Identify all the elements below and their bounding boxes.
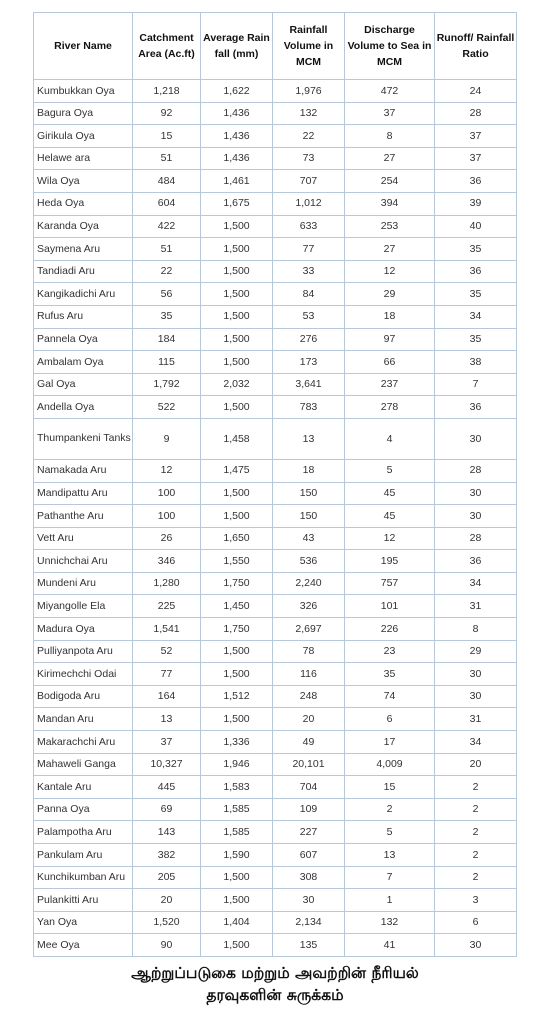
cell-river-name: Bagura Oya xyxy=(34,102,133,125)
cell-river-name: Mandipattu Aru xyxy=(34,482,133,505)
cell-river-name: Madura Oya xyxy=(34,618,133,641)
cell-catchment-area: 1,792 xyxy=(133,373,201,396)
cell-rainfall-volume: 248 xyxy=(273,685,345,708)
cell-river-name: Panna Oya xyxy=(34,798,133,821)
cell-discharge-volume: 27 xyxy=(345,147,435,170)
cell-discharge-volume: 12 xyxy=(345,260,435,283)
cell-river-name: Kantale Aru xyxy=(34,776,133,799)
cell-runoff-ratio: 2 xyxy=(435,844,517,867)
cell-river-name: Palampotha Aru xyxy=(34,821,133,844)
cell-runoff-ratio: 36 xyxy=(435,170,517,193)
cell-river-name: Helawe ara xyxy=(34,147,133,170)
cell-discharge-volume: 45 xyxy=(345,505,435,528)
cell-rainfall-volume: 53 xyxy=(273,305,345,328)
table-row xyxy=(34,328,517,351)
cell-river-name: Tandiadi Aru xyxy=(34,260,133,283)
cell-rainfall-volume: 2,697 xyxy=(273,618,345,641)
cell-catchment-area: 13 xyxy=(133,708,201,731)
cell-runoff-ratio: 37 xyxy=(435,125,517,148)
cell-catchment-area: 90 xyxy=(133,934,201,957)
cell-average-rainfall: 1,500 xyxy=(201,396,273,419)
cell-river-name: Bodigoda Aru xyxy=(34,685,133,708)
cell-runoff-ratio: 2 xyxy=(435,821,517,844)
cell-catchment-area: 1,520 xyxy=(133,911,201,934)
cell-discharge-volume: 757 xyxy=(345,572,435,595)
cell-average-rainfall: 1,675 xyxy=(201,192,273,215)
cell-river-name: Kumbukkan Oya xyxy=(34,80,133,103)
cell-discharge-volume: 132 xyxy=(345,911,435,934)
caption-line-2: தரவுகளின் சுருக்கம் xyxy=(206,986,344,1005)
cell-discharge-volume: 27 xyxy=(345,238,435,261)
cell-catchment-area: 100 xyxy=(133,505,201,528)
cell-catchment-area: 51 xyxy=(133,238,201,261)
cell-rainfall-volume: 22 xyxy=(273,125,345,148)
header-runoff-ratio: Runoff/ Rainfall Ratio xyxy=(435,13,517,80)
cell-rainfall-volume: 326 xyxy=(273,595,345,618)
cell-rainfall-volume: 2,134 xyxy=(273,911,345,934)
cell-rainfall-volume: 84 xyxy=(273,283,345,306)
cell-catchment-area: 115 xyxy=(133,351,201,374)
cell-rainfall-volume: 150 xyxy=(273,505,345,528)
cell-rainfall-volume: 3,641 xyxy=(273,373,345,396)
cell-average-rainfall: 1,512 xyxy=(201,685,273,708)
table-row xyxy=(34,708,517,731)
cell-rainfall-volume: 77 xyxy=(273,238,345,261)
cell-average-rainfall: 1,500 xyxy=(201,238,273,261)
cell-discharge-volume: 253 xyxy=(345,215,435,238)
cell-discharge-volume: 45 xyxy=(345,482,435,505)
cell-rainfall-volume: 227 xyxy=(273,821,345,844)
cell-catchment-area: 445 xyxy=(133,776,201,799)
cell-average-rainfall: 1,500 xyxy=(201,663,273,686)
table-row xyxy=(34,396,517,419)
cell-runoff-ratio: 35 xyxy=(435,283,517,306)
cell-runoff-ratio: 28 xyxy=(435,527,517,550)
cell-average-rainfall: 1,583 xyxy=(201,776,273,799)
cell-average-rainfall: 1,500 xyxy=(201,328,273,351)
cell-rainfall-volume: 73 xyxy=(273,147,345,170)
cell-discharge-volume: 97 xyxy=(345,328,435,351)
table-row xyxy=(34,866,517,889)
cell-runoff-ratio: 20 xyxy=(435,753,517,776)
cell-rainfall-volume: 173 xyxy=(273,351,345,374)
cell-catchment-area: 1,541 xyxy=(133,618,201,641)
cell-average-rainfall: 1,500 xyxy=(201,260,273,283)
cell-rainfall-volume: 276 xyxy=(273,328,345,351)
cell-runoff-ratio: 7 xyxy=(435,373,517,396)
cell-river-name: Yan Oya xyxy=(34,911,133,934)
cell-rainfall-volume: 13 xyxy=(273,418,345,459)
cell-average-rainfall: 1,436 xyxy=(201,125,273,148)
cell-discharge-volume: 74 xyxy=(345,685,435,708)
cell-catchment-area: 382 xyxy=(133,844,201,867)
header-discharge-volume: Discharge Volume to Sea in MCM xyxy=(345,13,435,80)
cell-average-rainfall: 1,622 xyxy=(201,80,273,103)
cell-average-rainfall: 1,404 xyxy=(201,911,273,934)
cell-river-name: Unnichchai Aru xyxy=(34,550,133,573)
table-row xyxy=(34,527,517,550)
cell-catchment-area: 51 xyxy=(133,147,201,170)
cell-river-name: Pulankitti Aru xyxy=(34,889,133,912)
cell-river-name: Saymena Aru xyxy=(34,238,133,261)
cell-runoff-ratio: 40 xyxy=(435,215,517,238)
table-row xyxy=(34,753,517,776)
cell-discharge-volume: 23 xyxy=(345,640,435,663)
cell-river-name: Gal Oya xyxy=(34,373,133,396)
cell-catchment-area: 26 xyxy=(133,527,201,550)
cell-river-name: Pannela Oya xyxy=(34,328,133,351)
cell-average-rainfall: 1,590 xyxy=(201,844,273,867)
figure-caption xyxy=(0,962,550,1007)
table-row xyxy=(34,844,517,867)
cell-river-name: Karanda Oya xyxy=(34,215,133,238)
cell-catchment-area: 52 xyxy=(133,640,201,663)
cell-catchment-area: 92 xyxy=(133,102,201,125)
cell-discharge-volume: 8 xyxy=(345,125,435,148)
cell-discharge-volume: 35 xyxy=(345,663,435,686)
table-row xyxy=(34,640,517,663)
cell-catchment-area: 35 xyxy=(133,305,201,328)
cell-average-rainfall: 1,436 xyxy=(201,102,273,125)
table-row xyxy=(34,731,517,754)
cell-rainfall-volume: 43 xyxy=(273,527,345,550)
cell-runoff-ratio: 28 xyxy=(435,459,517,482)
table-row xyxy=(34,821,517,844)
cell-runoff-ratio: 31 xyxy=(435,595,517,618)
cell-runoff-ratio: 2 xyxy=(435,866,517,889)
cell-average-rainfall: 1,336 xyxy=(201,731,273,754)
cell-discharge-volume: 15 xyxy=(345,776,435,799)
table-row xyxy=(34,663,517,686)
cell-river-name: Rufus Aru xyxy=(34,305,133,328)
cell-catchment-area: 9 xyxy=(133,418,201,459)
cell-average-rainfall: 1,500 xyxy=(201,640,273,663)
cell-rainfall-volume: 2,240 xyxy=(273,572,345,595)
cell-rainfall-volume: 116 xyxy=(273,663,345,686)
cell-rainfall-volume: 704 xyxy=(273,776,345,799)
table-row xyxy=(34,215,517,238)
cell-river-name: Pathanthe Aru xyxy=(34,505,133,528)
cell-discharge-volume: 226 xyxy=(345,618,435,641)
cell-discharge-volume: 278 xyxy=(345,396,435,419)
table-row xyxy=(34,238,517,261)
cell-average-rainfall: 1,650 xyxy=(201,527,273,550)
table-row xyxy=(34,685,517,708)
cell-discharge-volume: 29 xyxy=(345,283,435,306)
cell-discharge-volume: 17 xyxy=(345,731,435,754)
table-row xyxy=(34,889,517,912)
table-row xyxy=(34,192,517,215)
cell-runoff-ratio: 2 xyxy=(435,798,517,821)
cell-river-name: Mahaweli Ganga xyxy=(34,753,133,776)
cell-runoff-ratio: 29 xyxy=(435,640,517,663)
cell-catchment-area: 143 xyxy=(133,821,201,844)
cell-catchment-area: 164 xyxy=(133,685,201,708)
cell-average-rainfall: 1,750 xyxy=(201,618,273,641)
cell-discharge-volume: 195 xyxy=(345,550,435,573)
cell-average-rainfall: 1,500 xyxy=(201,866,273,889)
cell-river-name: Heda Oya xyxy=(34,192,133,215)
table-row xyxy=(34,418,517,459)
cell-discharge-volume: 4 xyxy=(345,418,435,459)
cell-rainfall-volume: 135 xyxy=(273,934,345,957)
table-row xyxy=(34,351,517,374)
cell-rainfall-volume: 536 xyxy=(273,550,345,573)
cell-catchment-area: 184 xyxy=(133,328,201,351)
cell-catchment-area: 12 xyxy=(133,459,201,482)
table-row xyxy=(34,283,517,306)
cell-river-name: Miyangolle Ela xyxy=(34,595,133,618)
cell-rainfall-volume: 633 xyxy=(273,215,345,238)
cell-runoff-ratio: 38 xyxy=(435,351,517,374)
cell-catchment-area: 22 xyxy=(133,260,201,283)
cell-average-rainfall: 1,550 xyxy=(201,550,273,573)
cell-river-name: Vett Aru xyxy=(34,527,133,550)
cell-rainfall-volume: 20,101 xyxy=(273,753,345,776)
cell-discharge-volume: 37 xyxy=(345,102,435,125)
cell-rainfall-volume: 1,012 xyxy=(273,192,345,215)
cell-rainfall-volume: 49 xyxy=(273,731,345,754)
cell-catchment-area: 346 xyxy=(133,550,201,573)
cell-rainfall-volume: 1,976 xyxy=(273,80,345,103)
cell-discharge-volume: 2 xyxy=(345,798,435,821)
table-header-row xyxy=(34,13,517,80)
cell-runoff-ratio: 30 xyxy=(435,505,517,528)
cell-catchment-area: 225 xyxy=(133,595,201,618)
cell-river-name: Mee Oya xyxy=(34,934,133,957)
cell-average-rainfall: 1,750 xyxy=(201,572,273,595)
cell-runoff-ratio: 36 xyxy=(435,260,517,283)
cell-catchment-area: 37 xyxy=(133,731,201,754)
cell-runoff-ratio: 36 xyxy=(435,550,517,573)
cell-average-rainfall: 1,500 xyxy=(201,351,273,374)
table-row xyxy=(34,102,517,125)
cell-average-rainfall: 1,585 xyxy=(201,821,273,844)
cell-rainfall-volume: 109 xyxy=(273,798,345,821)
cell-discharge-volume: 41 xyxy=(345,934,435,957)
header-river-name: River Name xyxy=(34,13,133,80)
cell-river-name: Namakada Aru xyxy=(34,459,133,482)
cell-average-rainfall: 1,500 xyxy=(201,283,273,306)
cell-catchment-area: 1,280 xyxy=(133,572,201,595)
cell-runoff-ratio: 39 xyxy=(435,192,517,215)
cell-river-name: Pankulam Aru xyxy=(34,844,133,867)
cell-runoff-ratio: 3 xyxy=(435,889,517,912)
cell-catchment-area: 522 xyxy=(133,396,201,419)
cell-average-rainfall: 2,032 xyxy=(201,373,273,396)
cell-discharge-volume: 7 xyxy=(345,866,435,889)
cell-catchment-area: 20 xyxy=(133,889,201,912)
cell-catchment-area: 56 xyxy=(133,283,201,306)
cell-discharge-volume: 4,009 xyxy=(345,753,435,776)
cell-discharge-volume: 18 xyxy=(345,305,435,328)
table-row xyxy=(34,911,517,934)
cell-runoff-ratio: 30 xyxy=(435,934,517,957)
cell-average-rainfall: 1,500 xyxy=(201,889,273,912)
table-row xyxy=(34,305,517,328)
river-data-table xyxy=(33,12,517,957)
cell-catchment-area: 422 xyxy=(133,215,201,238)
table-row xyxy=(34,373,517,396)
table-row xyxy=(34,505,517,528)
cell-runoff-ratio: 34 xyxy=(435,731,517,754)
cell-runoff-ratio: 31 xyxy=(435,708,517,731)
cell-average-rainfall: 1,450 xyxy=(201,595,273,618)
cell-river-name: Andella Oya xyxy=(34,396,133,419)
cell-river-name: Makarachchi Aru xyxy=(34,731,133,754)
cell-discharge-volume: 13 xyxy=(345,844,435,867)
table-row xyxy=(34,572,517,595)
cell-river-name: Mandan Aru xyxy=(34,708,133,731)
cell-rainfall-volume: 707 xyxy=(273,170,345,193)
cell-discharge-volume: 6 xyxy=(345,708,435,731)
cell-catchment-area: 77 xyxy=(133,663,201,686)
cell-river-name: Mundeni Aru xyxy=(34,572,133,595)
cell-discharge-volume: 101 xyxy=(345,595,435,618)
cell-average-rainfall: 1,946 xyxy=(201,753,273,776)
table-row xyxy=(34,147,517,170)
table-row xyxy=(34,482,517,505)
cell-average-rainfall: 1,500 xyxy=(201,305,273,328)
cell-rainfall-volume: 308 xyxy=(273,866,345,889)
cell-runoff-ratio: 30 xyxy=(435,482,517,505)
cell-runoff-ratio: 2 xyxy=(435,776,517,799)
cell-runoff-ratio: 34 xyxy=(435,305,517,328)
table-row xyxy=(34,260,517,283)
cell-discharge-volume: 66 xyxy=(345,351,435,374)
cell-catchment-area: 100 xyxy=(133,482,201,505)
table-row xyxy=(34,934,517,957)
cell-average-rainfall: 1,500 xyxy=(201,482,273,505)
header-rainfall-volume: Rainfall Volume in MCM xyxy=(273,13,345,80)
cell-rainfall-volume: 18 xyxy=(273,459,345,482)
caption-line-1: ஆற்றுப்படுகை மற்றும் அவற்றின் நீரியல் xyxy=(131,964,419,982)
table-row xyxy=(34,459,517,482)
cell-average-rainfall: 1,500 xyxy=(201,708,273,731)
cell-runoff-ratio: 8 xyxy=(435,618,517,641)
cell-river-name: Kirimechchi Odai xyxy=(34,663,133,686)
cell-river-name: Pulliyanpota Aru xyxy=(34,640,133,663)
cell-river-name: Kunchikumban Aru xyxy=(34,866,133,889)
cell-runoff-ratio: 30 xyxy=(435,685,517,708)
cell-rainfall-volume: 150 xyxy=(273,482,345,505)
cell-river-name: Kangikadichi Aru xyxy=(34,283,133,306)
cell-discharge-volume: 237 xyxy=(345,373,435,396)
header-catchment-area: Catchment Area (Ac.ft) xyxy=(133,13,201,80)
cell-runoff-ratio: 6 xyxy=(435,911,517,934)
cell-average-rainfall: 1,436 xyxy=(201,147,273,170)
cell-runoff-ratio: 37 xyxy=(435,147,517,170)
cell-river-name: Wila Oya xyxy=(34,170,133,193)
cell-catchment-area: 205 xyxy=(133,866,201,889)
cell-discharge-volume: 394 xyxy=(345,192,435,215)
cell-average-rainfall: 1,500 xyxy=(201,505,273,528)
cell-rainfall-volume: 132 xyxy=(273,102,345,125)
cell-catchment-area: 1,218 xyxy=(133,80,201,103)
cell-average-rainfall: 1,475 xyxy=(201,459,273,482)
cell-river-name: Girikula Oya xyxy=(34,125,133,148)
cell-catchment-area: 484 xyxy=(133,170,201,193)
cell-average-rainfall: 1,500 xyxy=(201,934,273,957)
cell-catchment-area: 15 xyxy=(133,125,201,148)
cell-runoff-ratio: 34 xyxy=(435,572,517,595)
table-row xyxy=(34,595,517,618)
table-row xyxy=(34,776,517,799)
cell-catchment-area: 69 xyxy=(133,798,201,821)
cell-rainfall-volume: 30 xyxy=(273,889,345,912)
cell-average-rainfall: 1,500 xyxy=(201,215,273,238)
cell-runoff-ratio: 24 xyxy=(435,80,517,103)
cell-runoff-ratio: 35 xyxy=(435,238,517,261)
cell-discharge-volume: 472 xyxy=(345,80,435,103)
cell-runoff-ratio: 30 xyxy=(435,663,517,686)
cell-runoff-ratio: 30 xyxy=(435,418,517,459)
cell-rainfall-volume: 783 xyxy=(273,396,345,419)
cell-discharge-volume: 1 xyxy=(345,889,435,912)
cell-runoff-ratio: 28 xyxy=(435,102,517,125)
cell-average-rainfall: 1,458 xyxy=(201,418,273,459)
cell-discharge-volume: 5 xyxy=(345,821,435,844)
cell-river-name: Thumpankeni Tanks xyxy=(34,418,133,459)
cell-discharge-volume: 12 xyxy=(345,527,435,550)
cell-average-rainfall: 1,461 xyxy=(201,170,273,193)
table-body xyxy=(34,80,517,957)
table-row xyxy=(34,170,517,193)
cell-catchment-area: 604 xyxy=(133,192,201,215)
cell-discharge-volume: 5 xyxy=(345,459,435,482)
table-row xyxy=(34,80,517,103)
cell-discharge-volume: 254 xyxy=(345,170,435,193)
cell-rainfall-volume: 33 xyxy=(273,260,345,283)
cell-runoff-ratio: 36 xyxy=(435,396,517,419)
cell-river-name: Ambalam Oya xyxy=(34,351,133,374)
table-row xyxy=(34,798,517,821)
header-average-rainfall: Average Rain fall (mm) xyxy=(201,13,273,80)
cell-rainfall-volume: 20 xyxy=(273,708,345,731)
cell-rainfall-volume: 78 xyxy=(273,640,345,663)
cell-runoff-ratio: 35 xyxy=(435,328,517,351)
cell-rainfall-volume: 607 xyxy=(273,844,345,867)
cell-catchment-area: 10,327 xyxy=(133,753,201,776)
table-row xyxy=(34,550,517,573)
table-row xyxy=(34,618,517,641)
cell-average-rainfall: 1,585 xyxy=(201,798,273,821)
table-row xyxy=(34,125,517,148)
